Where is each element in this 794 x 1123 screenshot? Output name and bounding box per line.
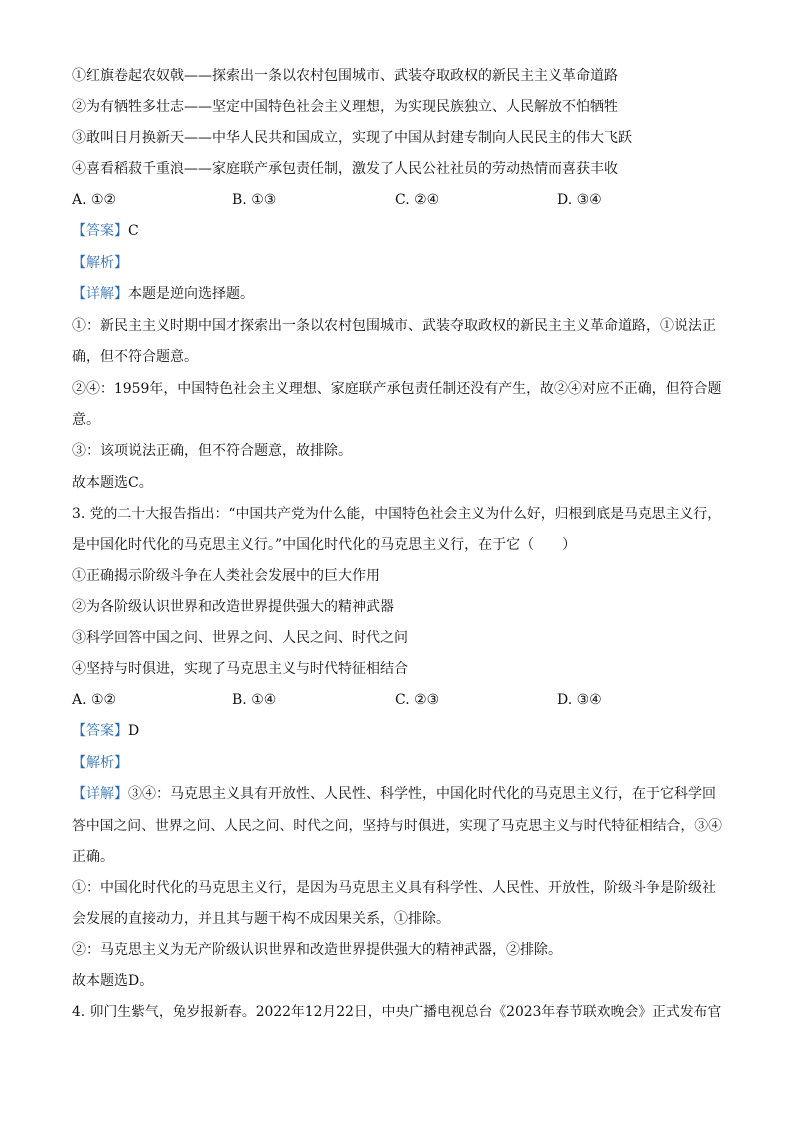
answer-tag: 【答案】 (72, 723, 128, 739)
q3-options (72, 690, 722, 710)
q2-item-1: ①红旗卷起农奴戟——探索出一条以农村包围城市、武装夺取政权的新民主主义革命道路 (72, 68, 618, 84)
q2-detail-line-5: 意。 (72, 412, 100, 428)
answer-value: D (128, 723, 140, 739)
q3-item-4: ④坚持与时俱进，实现了马克思主义与时代特征相结合 (72, 661, 408, 677)
q3-stem-line-2: 是中国化时代化的马克思主义行。”中国化时代化的马克思主义行，在于它（ ） (72, 537, 577, 553)
answer-tag: 【答案】 (72, 223, 128, 239)
q2-analysis-heading (72, 253, 128, 273)
q2-option-b: B. ①③ (232, 192, 277, 208)
q3-detail-line-5: 会发展的直接动力，并且其与题干构不成因果关系，①排除。 (72, 911, 450, 927)
analysis-tag: 【解析】 (72, 755, 128, 771)
q2-detail-line-1 (72, 284, 254, 304)
q2-item-3: ③敢叫日月换新天——中华人民共和国成立，实现了中国从封建专制向人民民主的伟大飞跃 (72, 130, 632, 146)
q3-stem-line-1: 3. 党的二十大报告指出：“中国共产党为什么能，中国特色社会主义为什么好，归根到底是马克思主义行， (72, 506, 722, 522)
q2-option-a: A. ①② (72, 192, 117, 208)
q3-option-b: B. ①④ (232, 692, 277, 708)
detail-tag: 【详解】 (72, 786, 128, 802)
q2-options (72, 190, 722, 210)
q3-detail-line-2: 答中国之问、世界之问、人民之问、时代之问，坚持与时俱进，实现了马克思主义与时代特征相结合，③④ (72, 818, 722, 834)
q2-option-c: C. ②④ (395, 192, 440, 208)
q2-detail-line-2: ①：新民主主义时期中国才探索出一条以农村包围城市、武装夺取政权的新民主主义革命道路，①说法正 (72, 318, 716, 334)
detail-text: ③④：马克思主义具有开放性、人民性、科学性，中国化时代化的马克思主义行，在于它科学回 (128, 786, 716, 802)
q3-detail-line-3: 正确。 (72, 849, 114, 865)
q3-item-2: ②为各阶级认识世界和改造世界提供强大的精神武器 (72, 599, 394, 615)
detail-text: 本题是逆向选择题。 (128, 286, 254, 302)
q3-conclusion: 故本题选D。 (72, 973, 154, 989)
q2-item-2: ②为有牺牲多壮志——坚定中国特色社会主义理想，为实现民族独立、人民解放不怕牺牲 (72, 99, 618, 115)
q2-conclusion: 故本题选C。 (72, 475, 153, 491)
q2-answer (72, 221, 139, 241)
q3-detail-line-6: ②：马克思主义为无产阶级认识世界和改造世界提供强大的精神武器，②排除。 (72, 942, 562, 958)
q3-option-c: C. ②③ (395, 692, 440, 708)
q3-option-a: A. ①② (72, 692, 117, 708)
q3-option-d: D. ③④ (557, 692, 602, 708)
q4-stem-line-1: 4. 卯门生紫气，兔岁报新春。2022年12月22日，中央广播电视总台《2023年春节联欢晚会》正式发布官 (72, 1004, 722, 1020)
q3-detail-line-4: ①：中国化时代化的马克思主义行，是因为马克思主义具有科学性、人民性、开放性，阶级斗争是阶级社 (72, 880, 716, 896)
q2-item-4: ④喜看稻菽千重浪——家庭联产承包责任制，激发了人民公社社员的劳动热情而喜获丰收 (72, 161, 618, 177)
q2-option-d: D. ③④ (557, 192, 602, 208)
q3-analysis-heading (72, 753, 128, 773)
q2-detail-line-4: ②④：1959年，中国特色社会主义理想、家庭联产承包责任制还没有产生，故②④对应不正确，但符合题 (72, 381, 722, 397)
answer-value: C (128, 223, 139, 239)
q3-item-3: ③科学回答中国之问、世界之问、人民之问、时代之问 (72, 630, 408, 646)
q2-detail-line-6: ③：该项说法正确，但不符合题意，故排除。 (72, 443, 352, 459)
analysis-tag: 【解析】 (72, 255, 128, 271)
q3-answer (72, 721, 139, 741)
q2-detail-line-3: 确，但不符合题意。 (72, 349, 198, 365)
q3-detail-line-1 (72, 784, 716, 804)
detail-tag: 【详解】 (72, 286, 128, 302)
q3-item-1: ①正确揭示阶级斗争在人类社会发展中的巨大作用 (72, 568, 380, 584)
